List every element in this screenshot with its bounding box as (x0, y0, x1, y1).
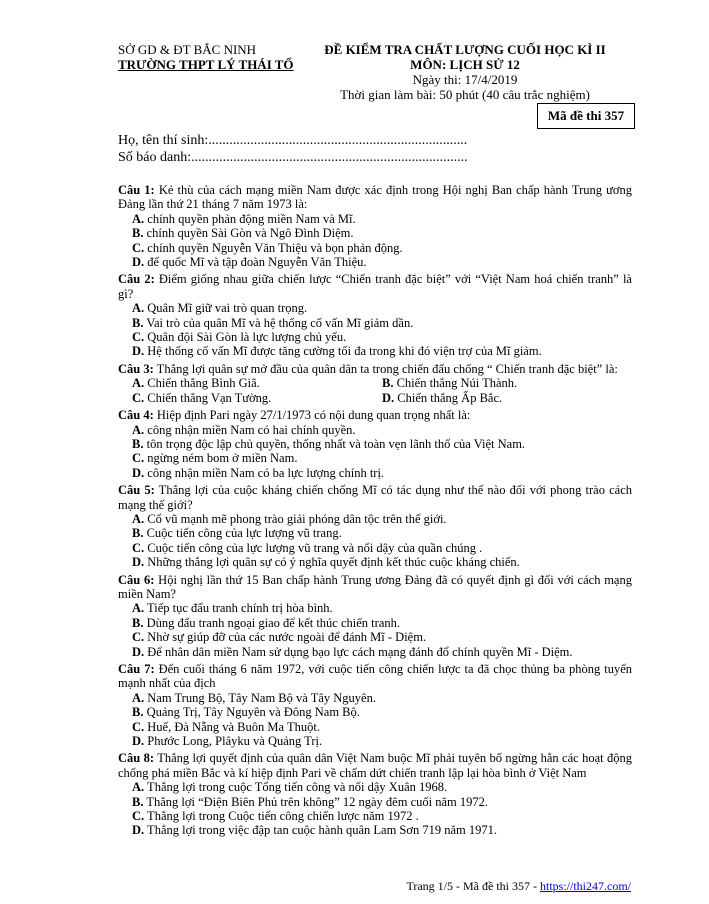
answer-options (118, 691, 632, 749)
page-footer (406, 879, 631, 894)
option-letter: B. (132, 526, 144, 541)
footer-text: Trang 1/5 - Mã đề thi 357 - (406, 879, 540, 893)
option-text: công nhận miền Nam có ba lực lượng chính trị. (144, 465, 385, 480)
answer-options (118, 780, 632, 838)
answer-options (118, 301, 632, 359)
answer-option (118, 630, 632, 644)
header-left (118, 42, 294, 72)
option-text: chính quyền phản động miền Nam và Mĩ. (144, 211, 356, 226)
student-id-line: Số báo danh:............................................................................... (118, 150, 468, 165)
question-number: Câu 2: (118, 272, 155, 287)
question-number: Câu 4: (118, 408, 154, 423)
option-text: Chiến thắng Vạn Tường. (144, 390, 272, 405)
question-5 (118, 483, 632, 512)
answer-options (118, 423, 632, 481)
option-letter: B. (132, 705, 144, 720)
option-row (118, 376, 632, 390)
answer-option (118, 555, 632, 569)
option-letter: B. (132, 226, 144, 241)
option-letter: A. (132, 780, 145, 795)
option-text: công nhận miền Nam có hai chính quyền. (144, 422, 356, 437)
answer-option (132, 391, 382, 405)
answer-option (118, 241, 632, 255)
option-letter: C. (132, 630, 145, 645)
option-text: tôn trọng độc lập chủ quyền, thống nhất và toàn vẹn lãnh thổ của Việt Nam. (143, 436, 526, 451)
option-letter: D. (132, 823, 145, 838)
answer-option (382, 376, 632, 390)
option-letter: D. (382, 390, 395, 405)
answer-option (118, 601, 632, 615)
answer-option (118, 616, 632, 630)
answer-option (118, 720, 632, 734)
option-letter: A. (132, 211, 145, 226)
answer-option (118, 344, 632, 358)
answer-option (118, 437, 632, 451)
question-list (118, 183, 632, 841)
option-text: Thắng lợi “Điện Biên Phủ trên không” 12 ngày đêm cuối năm 1972. (143, 794, 488, 809)
option-letter: D. (132, 734, 145, 749)
option-text: Cuộc tiến công của lực lượng vũ trang. (143, 526, 342, 541)
option-letter: C. (132, 390, 145, 405)
question-text: Thắng lợi quyết định của quân dân Việt Nam buộc Mĩ phải tuyên bố ngừng hẳn các hoạt động chống phá miền Bắc và kí hiệp định Pari về chấm dứt chiến tranh lập lại hòa bình ở Việt Nam (118, 751, 632, 780)
option-letter: C. (132, 540, 145, 555)
option-letter: A. (132, 301, 145, 316)
option-letter: A. (132, 511, 145, 526)
option-letter: D. (132, 255, 145, 270)
answer-option (118, 423, 632, 437)
option-text: Quân Mĩ giữ vai trò quan trọng. (144, 301, 308, 316)
answer-option (118, 645, 632, 659)
answer-option (118, 734, 632, 748)
option-letter: C. (132, 451, 145, 466)
question-number: Câu 7: (118, 662, 155, 676)
option-letter: D. (132, 344, 145, 359)
option-text: Thắng lợi trong cuộc Tổng tiến công và nổi dậy Xuân 1968. (144, 780, 448, 795)
question-text: Thắng lợi quân sự mở đầu của quân dân ta trong chiến đấu chống “ Chiến tranh đặc biệt” là: (153, 361, 618, 376)
option-letter: B. (382, 376, 394, 391)
header-center (300, 42, 630, 102)
exam-code-box: Mã đề thi 357 (537, 103, 635, 129)
option-text: chính quyền Nguyễn Văn Thiệu và bọn phản động. (144, 240, 403, 255)
answer-option (118, 780, 632, 794)
answer-option (118, 466, 632, 480)
school-name: TRƯỜNG THPT LÝ THÁI TỔ (118, 57, 294, 72)
question-number: Câu 5: (118, 483, 155, 498)
option-letter: B. (132, 615, 144, 630)
option-row (118, 391, 632, 405)
option-text: Chiến thắng Núi Thành. (393, 376, 518, 391)
option-letter: B. (132, 794, 144, 809)
answer-options (118, 512, 632, 570)
answer-option (118, 451, 632, 465)
question-text: Kẻ thù của cách mạng miền Nam được xác định trong Hội nghị Ban chấp hành Trung ương Đảng lần thứ 21 tháng 7 năm 1973 là: (118, 183, 632, 212)
answer-option (118, 526, 632, 540)
option-letter: B. (132, 436, 144, 451)
department-name: SỞ GD & ĐT BẮC NINH (118, 42, 257, 57)
answer-option (118, 301, 632, 315)
option-letter: C. (132, 330, 145, 345)
answer-option (118, 512, 632, 526)
option-text: Hệ thống cố vấn Mĩ được tăng cường tối đa trong khi đó viện trợ của Mĩ giảm. (144, 344, 542, 359)
option-letter: C. (132, 809, 145, 824)
option-text: Phước Long, Plâyku và Quảng Trị. (144, 734, 323, 749)
option-text: Cổ vũ mạnh mẽ phong trào giải phóng dân tộc trên thế giới. (144, 511, 447, 526)
answer-option (118, 795, 632, 809)
option-text: Thắng lợi trong việc đập tan cuộc hành quân Lam Sơn 719 năm 1971. (144, 823, 498, 838)
question-1 (118, 183, 632, 212)
answer-option (118, 255, 632, 269)
option-letter: D. (132, 555, 145, 570)
answer-option (118, 316, 632, 330)
question-7 (118, 662, 632, 691)
answer-option (118, 705, 632, 719)
question-6 (118, 573, 632, 602)
answer-option (118, 691, 632, 705)
option-text: Để nhân dân miền Nam sử dụng bạo lực cách mạng đánh đổ chính quyền Mĩ - Diệm. (144, 644, 573, 659)
option-text: Tiếp tục đấu tranh chính trị hòa bình. (144, 601, 333, 616)
option-text: Quân đội Sài Gòn là lực lượng chủ yếu. (144, 330, 347, 345)
answer-option (382, 391, 632, 405)
answer-option (118, 330, 632, 344)
exam-duration: Thời gian làm bài: 50 phút (40 câu trắc nghiệm) (340, 87, 590, 102)
option-text: Quảng Trị, Tây Nguyên và Đông Nam Bộ. (143, 705, 360, 720)
option-text: đế quốc Mĩ và tập đoàn Nguyễn Văn Thiệu. (144, 255, 367, 270)
exam-date: Ngày thi: 17/4/2019 (412, 72, 518, 87)
option-letter: D. (132, 465, 145, 480)
student-info (118, 132, 468, 166)
question-4 (118, 408, 632, 422)
option-text: chính quyền Sài Gòn và Ngô Đình Diệm. (143, 226, 354, 241)
option-text: ngừng ném bom ở miền Nam. (144, 451, 298, 466)
option-text: Thắng lợi trong Cuộc tiến công chiến lược năm 1972 . (144, 809, 419, 824)
option-letter: A. (132, 376, 145, 391)
question-text: Đến cuối tháng 6 năm 1972, với cuộc tiến công chiến lược ta đã chọc thủng ba phòng tuyến mạnh nhất của địch (118, 662, 632, 691)
question-number: Câu 3: (118, 361, 154, 376)
question-number: Câu 6: (118, 572, 155, 587)
option-letter: A. (132, 601, 145, 616)
option-text: Chiến thắng Ấp Bắc. (394, 390, 503, 405)
question-text: Hội nghị lần thứ 15 Ban chấp hành Trung ương Đảng đã có quyết định gì đối với cách mạng miền Nam? (118, 572, 632, 601)
option-letter: D. (132, 644, 145, 659)
question-number: Câu 8: (118, 751, 155, 766)
option-letter: A. (132, 422, 145, 437)
option-text: Những thắng lợi quân sự có ý nghĩa quyết định kết thúc cuộc kháng chiến. (144, 555, 520, 570)
question-text: Thắng lợi của cuộc kháng chiến chống Mĩ có tác dụng như thế nào đối với phong trào cách mạng thế giới? (118, 483, 632, 512)
option-letter: C. (132, 240, 145, 255)
answer-option (132, 376, 382, 390)
option-text: Vai trò của quân Mĩ và hệ thống cố vấn Mĩ giảm dần. (143, 315, 414, 330)
question-8 (118, 751, 632, 780)
answer-options (118, 212, 632, 270)
exam-title: ĐỀ KIỂM TRA CHẤT LƯỢNG CUỐI HỌC KÌ II (324, 42, 606, 57)
footer-link[interactable]: https://thi247.com/ (539, 879, 631, 893)
option-text: Huế, Đà Nẵng và Buôn Ma Thuột. (144, 719, 320, 734)
option-text: Dùng đấu tranh ngoại giao để kết thúc chiến tranh. (143, 615, 400, 630)
question-text: Điểm giống nhau giữa chiến lược “Chiến tranh đặc biệt” với “Việt Nam hoá chiến tranh” là gì? (118, 272, 632, 301)
answer-option (118, 541, 632, 555)
question-2 (118, 272, 632, 301)
student-name-line: Họ, tên thí sinh:.......................................................................... (118, 133, 468, 148)
question-number: Câu 1: (118, 183, 155, 197)
option-text: Chiến thắng Bình Giã. (144, 376, 260, 391)
question-3 (118, 362, 632, 376)
option-text: Nhờ sự giúp đỡ của các nước ngoài để đánh Mĩ - Diệm. (144, 630, 427, 645)
answer-option (118, 226, 632, 240)
option-text: Nam Trung Bộ, Tây Nam Bộ và Tây Nguyên. (144, 690, 376, 705)
option-letter: C. (132, 719, 145, 734)
option-text: Cuộc tiến công của lực lượng vũ trang và nổi dậy của quần chúng . (144, 540, 483, 555)
answer-option (118, 823, 632, 837)
answer-options (118, 376, 632, 405)
answer-options (118, 601, 632, 659)
option-letter: A. (132, 690, 145, 705)
option-letter: B. (132, 315, 144, 330)
answer-option (118, 809, 632, 823)
subject-title: MÔN: LỊCH SỬ 12 (410, 57, 520, 72)
question-text: Hiệp định Pari ngày 27/1/1973 có nội dung quan trọng nhất là: (153, 408, 471, 423)
answer-option (118, 212, 632, 226)
